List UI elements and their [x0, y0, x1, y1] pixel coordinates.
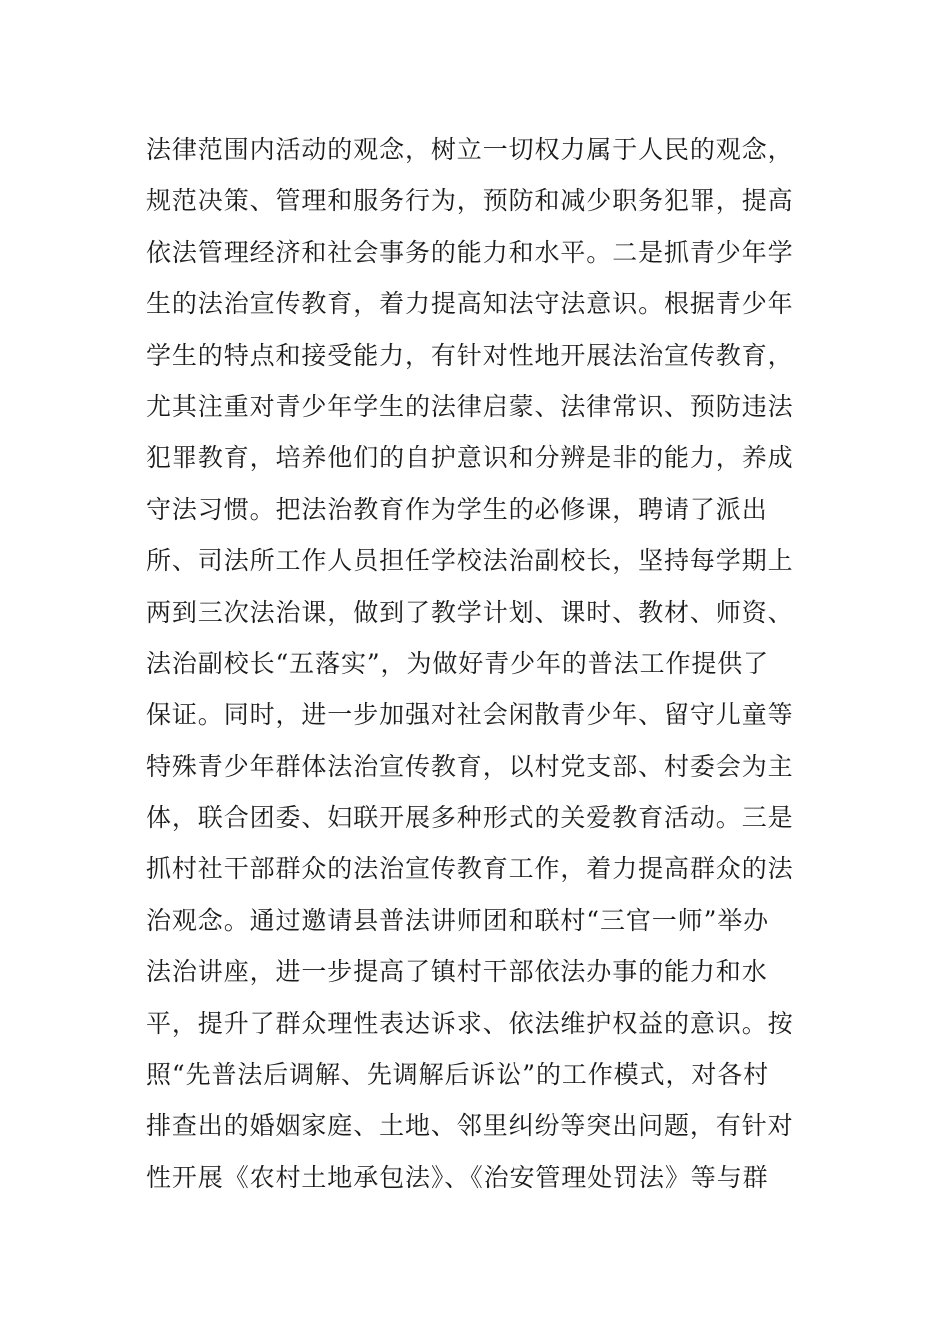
text-line: 照“先普法后调解、先调解后诉讼”的工作模式，对各村 — [146, 1060, 770, 1090]
body-text — [146, 124, 806, 1203]
text-line: 规范决策、管理和服务行为，预防和减少职务犯罪，提高 — [146, 186, 794, 216]
text-line: 学生的特点和接受能力，有针对性地开展法治宣传教育， — [146, 340, 794, 370]
text-line: 法治讲座，进一步提高了镇村干部依法办事的能力和水 — [146, 957, 768, 987]
text-line: 守法习惯。把法治教育作为学生的必修课，聘请了派出 — [146, 494, 768, 524]
text-line: 生的法治宣传教育，着力提高知法守法意识。根据青少年 — [146, 289, 794, 319]
text-line: 犯罪教育，培养他们的自护意识和分辨是非的能力，养成 — [146, 443, 794, 473]
text-line: 尤其注重对青少年学生的法律启蒙、法律常识、预防违法 — [146, 391, 794, 421]
text-line: 所、司法所工作人员担任学校法治副校长，坚持每学期上 — [146, 546, 794, 576]
text-line: 保证。同时，进一步加强对社会闲散青少年、留守儿童等 — [146, 700, 794, 730]
text-line: 两到三次法治课，做到了教学计划、课时、教材、师资、 — [146, 597, 794, 627]
text-line: 治观念。通过邀请县普法讲师团和联村“三官一师”举办 — [146, 905, 770, 935]
text-line: 平，提升了群众理性表达诉求、依法维护权益的意识。按 — [146, 1008, 794, 1038]
text-line: 依法管理经济和社会事务的能力和水平。二是抓青少年学 — [146, 237, 794, 267]
text-line: 性开展《农村土地承包法》、《治安管理处罚法》等与群 — [146, 1162, 769, 1192]
text-line: 特殊青少年群体法治宣传教育，以村党支部、村委会为主 — [146, 751, 794, 781]
text-line: 体，联合团委、妇联开展多种形式的关爱教育活动。三是 — [146, 803, 794, 833]
text-line: 法律范围内活动的观念，树立一切权力属于人民的观念， — [146, 135, 794, 164]
text-line: 排查出的婚姻家庭、土地、邻里纠纷等突出问题，有针对 — [146, 1111, 794, 1141]
text-line: 抓村社干部群众的法治宣传教育工作，着力提高群众的法 — [146, 854, 794, 884]
text-line: 法治副校长“五落实”，为做好青少年的普法工作提供了 — [146, 648, 770, 678]
